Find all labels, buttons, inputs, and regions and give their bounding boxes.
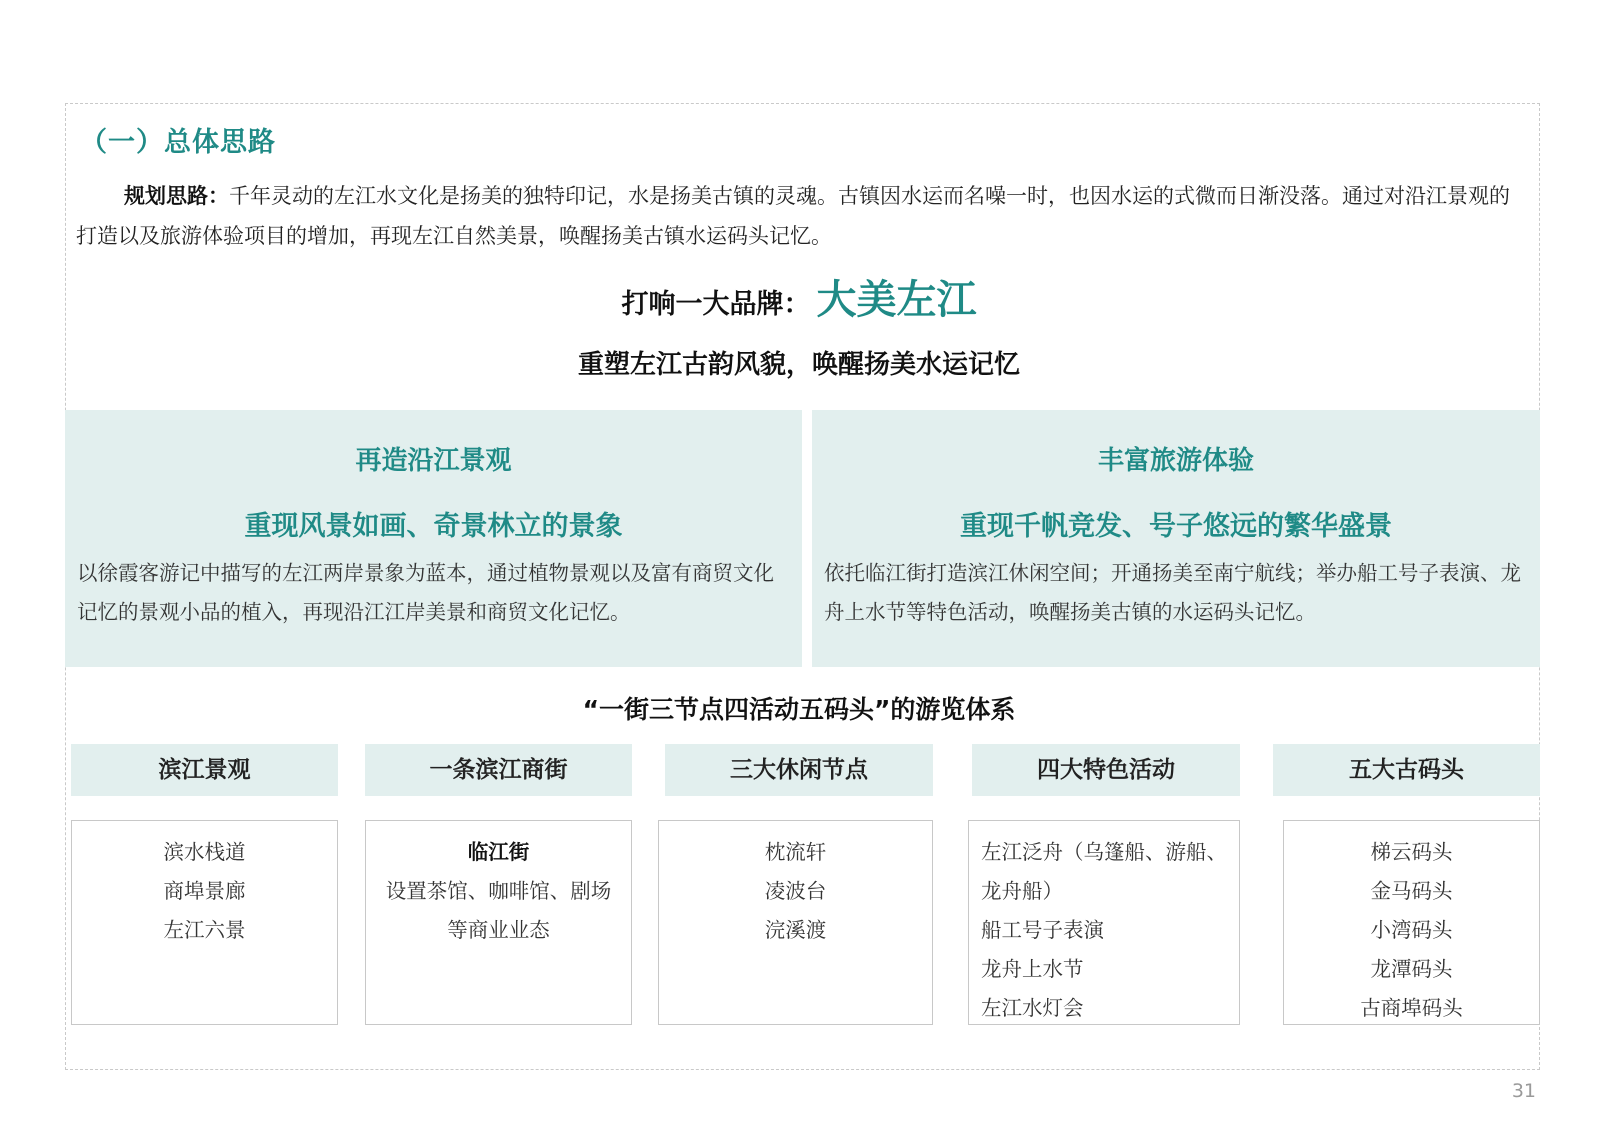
brand-prefix: 打响一大品牌： — [621, 289, 811, 320]
column-heading-ancient-docks: 五大古码头 — [1273, 744, 1540, 796]
column-heading-riverside-landscape: 滨江景观 — [71, 744, 338, 796]
panel-heading: 丰富旅游体验 — [1097, 446, 1254, 476]
panel-heading: 再造沿江景观 — [355, 446, 512, 476]
list-item: 商埠景廊 — [163, 879, 246, 903]
column-box-leisure-nodes — [658, 820, 933, 1025]
panel-body: 依托临江街打造滨江休闲空间；开通扬美至南宁航线；举办船工号子表演、龙舟上水节等特色活动，唤醒扬美古镇的水运码头记忆。 — [824, 561, 1521, 624]
list-item: 临江街 — [467, 840, 530, 864]
page-number: 31 — [1511, 1080, 1536, 1102]
list-item: 梯云码头 — [1370, 840, 1453, 864]
column-heading-featured-activities: 四大特色活动 — [972, 744, 1240, 796]
list-item: 枕流轩 — [764, 840, 827, 864]
column-box-ancient-docks — [1283, 820, 1540, 1025]
column-heading-leisure-nodes: 三大休闲节点 — [665, 744, 933, 796]
list-item: 凌波台 — [764, 879, 827, 903]
intro-paragraph — [76, 176, 1526, 256]
list-item: 左江泛舟（乌篷船、游船、 — [981, 840, 1227, 864]
system-title: “一街三节点四活动五码头”的游览体系 — [582, 695, 1016, 724]
list-item: 滨水栈道 — [163, 840, 246, 864]
slogan: 重塑左江古韵风貌，唤醒扬美水运记忆 — [577, 350, 1020, 380]
intro-text: 千年灵动的左江水文化是扬美的独特印记，水是扬美古镇的灵魂。古镇因水运而名噪一时，也因水运的式微而日渐没落。通过对沿江景观的打造以及旅游体验项目的增加，再现左江自然美景，唤醒扬美古镇水运码头记忆。 — [76, 184, 1510, 248]
panel-body: 以徐霞客游记中描写的左江两岸景象为蓝本，通过植物景观以及富有商贸文化记忆的景观小品的植入，再现沿江江岸美景和商贸文化记忆。 — [77, 561, 774, 624]
brand-name: 大美左江 — [816, 277, 977, 323]
list-item: 龙舟船） — [981, 879, 1063, 903]
brand-line — [0, 268, 1598, 325]
list-item: 龙潭码头 — [1370, 957, 1453, 981]
list-item: 浣溪渡 — [764, 918, 827, 942]
list-item: 左江六景 — [163, 918, 246, 942]
panel-landscape — [65, 410, 802, 667]
list-item: 船工号子表演 — [981, 918, 1104, 942]
list-item: 龙舟上水节 — [981, 957, 1084, 981]
list-item: 金马码头 — [1370, 879, 1453, 903]
intro-lead: 规划思路： — [124, 184, 229, 208]
panel-experience — [812, 410, 1540, 667]
section-title: （一）总体思路 — [80, 127, 276, 158]
list-item: 古商埠码头 — [1360, 996, 1463, 1020]
list-item: 小湾码头 — [1370, 918, 1453, 942]
list-item: 等商业业态 — [447, 918, 550, 942]
column-box-riverside-landscape — [71, 820, 338, 1025]
column-box-commercial-street — [365, 820, 632, 1025]
list-item: 设置茶馆、咖啡馆、剧场 — [385, 879, 612, 903]
panel-subheading: 重现风景如画、奇景林立的景象 — [244, 511, 623, 542]
panel-subheading: 重现千帆竞发、号子悠远的繁华盛景 — [960, 511, 1392, 542]
column-heading-commercial-street: 一条滨江商街 — [365, 744, 632, 796]
column-box-featured-activities — [968, 820, 1240, 1025]
list-item: 左江水灯会 — [981, 996, 1084, 1020]
